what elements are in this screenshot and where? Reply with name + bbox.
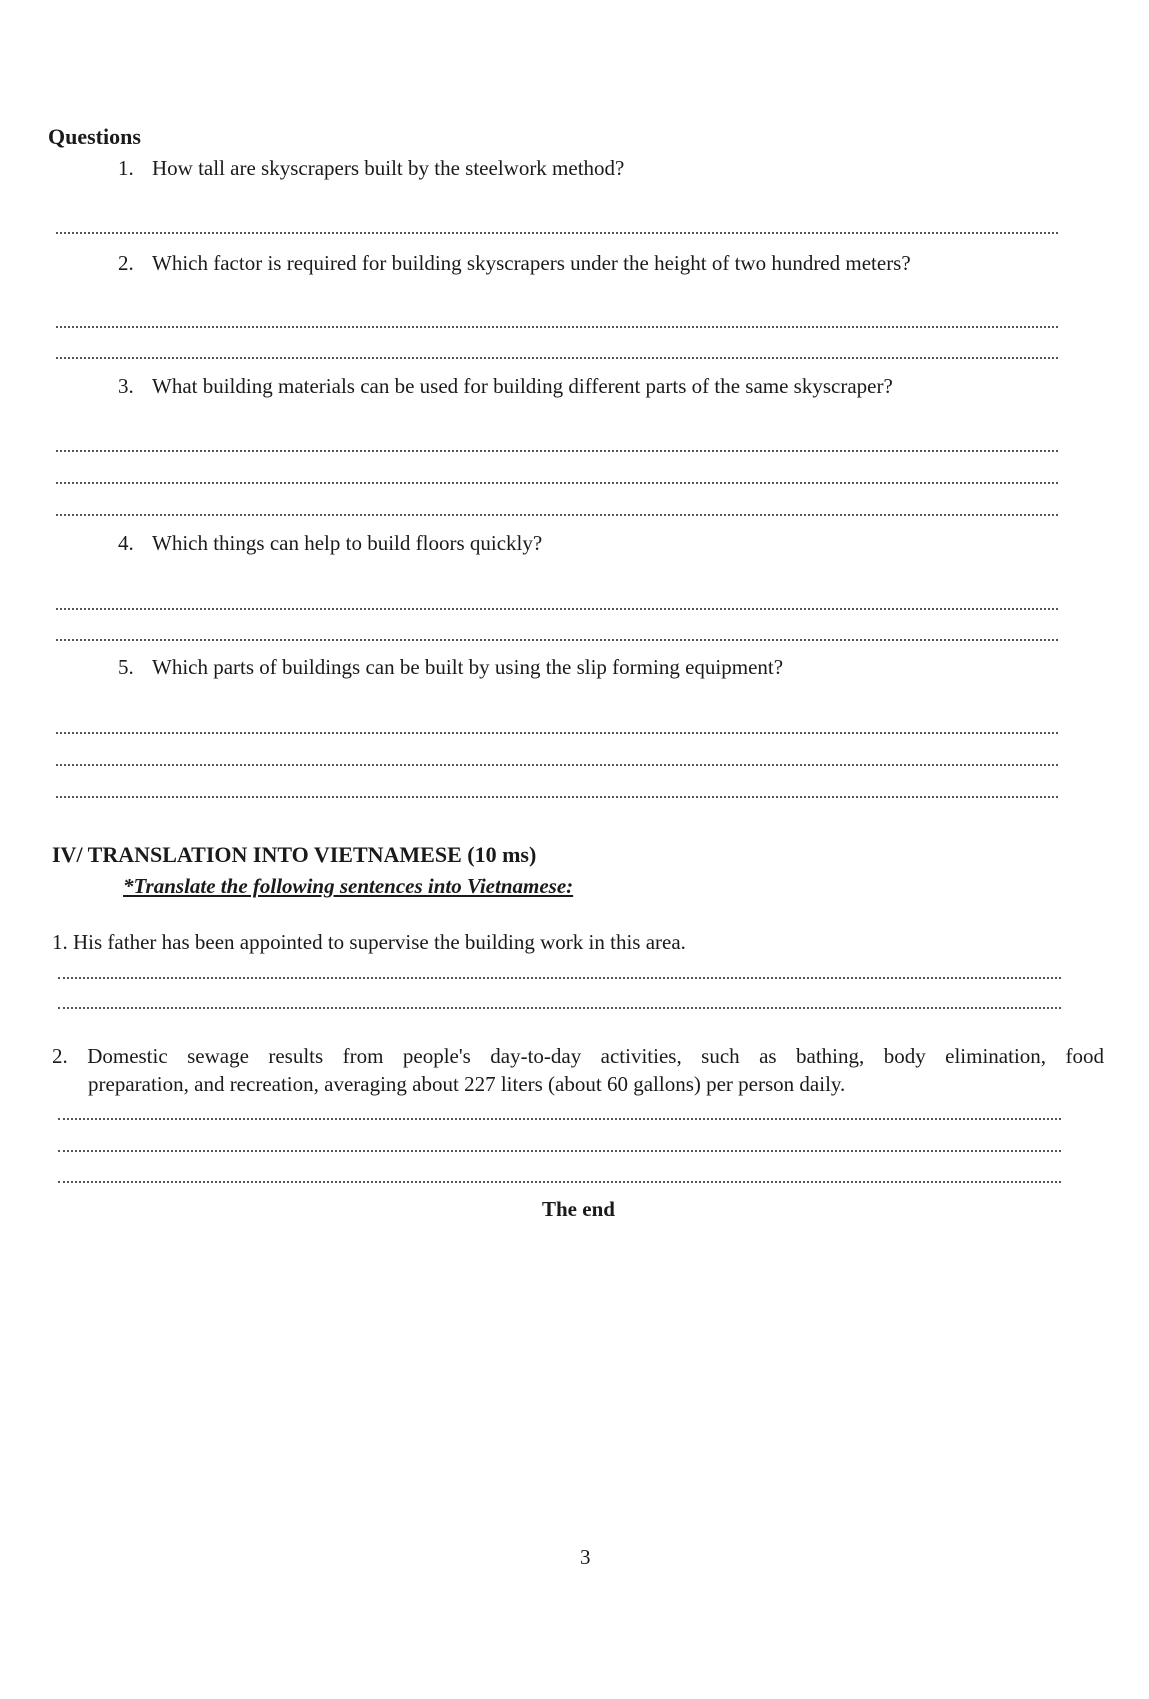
translation-sentence-2-line2: preparation, and recreation, averaging about 227 liters (about 60 gallons) per person daily. <box>88 1072 846 1096</box>
answer-line[interactable] <box>56 608 1058 610</box>
answer-line[interactable] <box>56 482 1058 484</box>
question-text: What building materials can be used for building different parts of the same skyscraper? <box>152 374 893 398</box>
question-number: 1. <box>118 156 134 180</box>
question-text: Which parts of buildings can be built by using the slip forming equipment? <box>152 655 784 679</box>
answer-line[interactable] <box>58 1150 1061 1152</box>
answer-line[interactable] <box>56 326 1058 328</box>
answer-line[interactable] <box>58 1181 1061 1183</box>
questions-heading: Questions <box>48 124 141 149</box>
answer-line[interactable] <box>56 639 1058 641</box>
answer-line[interactable] <box>56 764 1058 766</box>
the-end: The end <box>542 1197 615 1221</box>
question-number: 4. <box>118 531 134 555</box>
question-1 <box>118 155 624 181</box>
answer-line[interactable] <box>56 796 1058 798</box>
question-5 <box>118 654 783 680</box>
question-2 <box>118 250 911 276</box>
page-number: 3 <box>580 1545 591 1569</box>
question-number: 2. <box>118 251 134 275</box>
question-text: Which factor is required for building skyscrapers under the height of two hundred meters? <box>152 251 911 275</box>
section-instruction: *Translate the following sentences into Vietnamese: <box>123 874 574 898</box>
answer-line[interactable] <box>56 357 1058 359</box>
question-number: 5. <box>118 655 134 679</box>
answer-line[interactable] <box>56 232 1058 234</box>
answer-line[interactable] <box>56 732 1058 734</box>
question-3 <box>118 373 893 399</box>
question-text: Which things can help to build floors quickly? <box>152 531 543 555</box>
translation-sentence-2-line1: 2. Domestic sewage results from people's day-to-day activities, such as bathing, body elimination, food <box>52 1044 1104 1068</box>
answer-line[interactable] <box>56 450 1058 452</box>
answer-line[interactable] <box>56 514 1058 516</box>
answer-line[interactable] <box>58 1007 1061 1009</box>
question-4 <box>118 530 542 556</box>
answer-line[interactable] <box>58 1118 1061 1120</box>
question-text: How tall are skyscrapers built by the steelwork method? <box>152 156 625 180</box>
section-title: IV/ TRANSLATION INTO VIETNAMESE (10 ms) <box>52 842 537 867</box>
answer-line[interactable] <box>58 977 1061 979</box>
translation-sentence-1: 1. His father has been appointed to supervise the building work in this area. <box>52 930 686 954</box>
question-number: 3. <box>118 374 134 398</box>
